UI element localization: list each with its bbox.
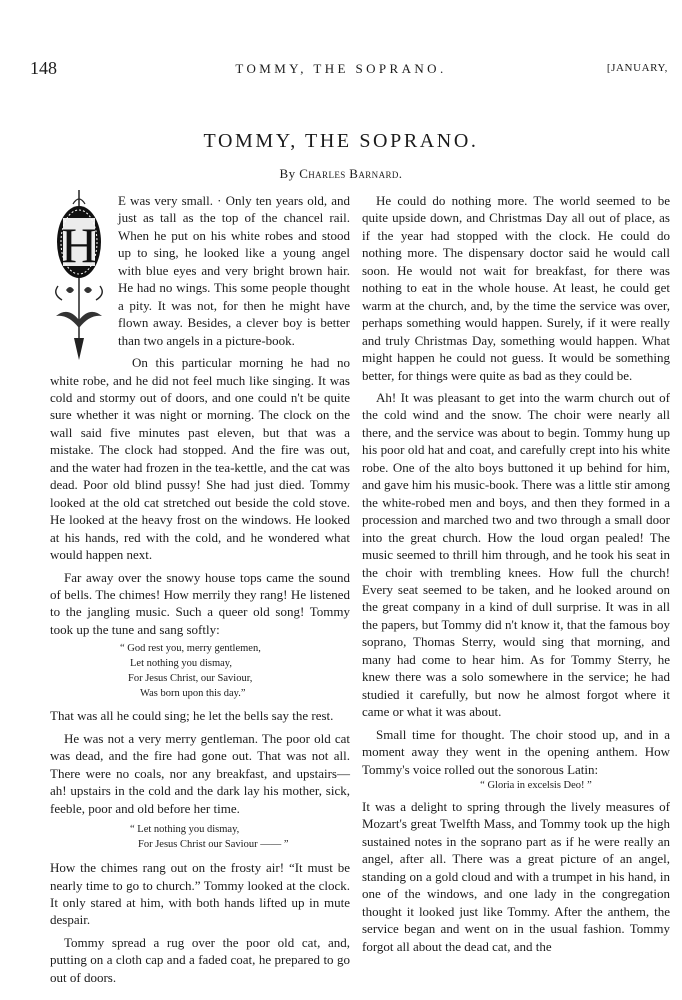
latin-verse: “ Gloria in excelsis Deo! ” — [480, 779, 592, 791]
running-header — [0, 58, 682, 82]
paragraph: Ah! It was pleasant to get into the warm church out of the cold wind and the snow. The choir were nearly all there, and the service was about to begin. Tommy hung up his poor old hat and coat, and carefully crept into his white robe. One of the alto boys buttoned it up behind for him, and gave him his music-book. There was a little stir among the white-robed men and boys, and then they formed in a procession and marched two and two through a small door into the great church. How the loud organ pealed! The music seemed to thrill him through, and he took his seat in the choir with trembling knees. How full the church! Every seat seemed to be taken, and he looked around on the great company in a kind of dull surprise. It was in all the papers, but Tommy did n't know it, that the famous boy soprano, Thomas Sterry, would sing that morning, and many had come to hear him. As for Tommy Sterry, he knew there was a solo somewhere in the service; he had studied it carefully, but now he almost forgot where it came or what it was about. — [362, 389, 670, 720]
paragraph: E was very small. · Only ten years old, and just as tall as the top of the chancel rail. When he put on his white robes and stood up to sing, he looked like a young angel with blue eyes and very bright brown hair. He had no wings. This some people thought a pity. It was not, for then he might have flown away. Besides, a clever boy is better than two angels in a picture-book. — [118, 193, 350, 348]
carol-verse — [50, 641, 350, 701]
paragraph: Small time for thought. The choir stood up, and in a moment away they went in the opening anthem. How Tommy's voice rolled out the sonorous Latin: — [362, 726, 670, 777]
paragraph: On this particular morning he had no white robe, and he did not feel much like singing. It was cold and stormy out of doors, and one could n't be quite sure whether it was night or morning. The clock on the wall said five minutes past eleven, but that was a mistake. The clock had stopped. And the fire was out, and the water had frozen in the tea-kettle, and the cat was dead. Poor old blind pussy! She had just died. Tommy looked at the old cat stretched out beside the cold stove. He looked at the heavy frost on the windows. He looked at his hands, red with the cold, and he wondered what would happen next. — [50, 355, 350, 563]
running-title: TOMMY, THE SOPRANO. — [235, 61, 447, 76]
right-column — [362, 192, 670, 960]
paragraph: How the chimes rang out on the frosty air! “It must be nearly time to go to church.” Tommy looked at the clock. It only stared at him, with both hands lifted up in mute despair. — [50, 860, 350, 928]
verse-line: For Jesus Christ our Saviour —— ” — [138, 839, 289, 851]
verse-line: For Jesus Christ, our Saviour, — [128, 673, 253, 685]
carol-verse-fragment — [50, 822, 350, 852]
paragraph: Tommy spread a rug over the poor old cat, and, putting on a cloth cap and a faded coat, he prepared to go out of doors. — [50, 934, 350, 985]
paragraph: He could do nothing more. The world seemed to be quite upside down, and Christmas Day all out of place, as if the year had stopped with the clock. He could do nothing more. The dispensary doctor said he would call soon. He would not wait for breakfast, for there was nothing to eat in the whole house. At least, he could get warm at the church, and, by the time the service was over, perhaps something would happen. Surely, if it were really and truly Christmas Day, something would happen. What might happen he could not guess. It would be something better, for things were quite as bad as they could be. — [362, 193, 670, 383]
verse-line: Was born upon this day.” — [140, 688, 246, 700]
article-title: TOMMY, THE SOPRANO. — [203, 130, 479, 152]
left-column — [50, 192, 350, 991]
drop-cap-ornament — [46, 188, 112, 364]
verse-line: “ God rest you, merry gentlemen, — [120, 643, 261, 655]
running-month: [JANUARY, — [606, 62, 668, 74]
paragraph: It was a delight to spring through the lively measures of Mozart's great Twelfth Mass, and Tommy took up the high sustained notes in the soprano part as if he were really an angel, after all. There was a great picture of an angel, standing on a gold cloud and with a trumpet in his hand, in one of the windows, and one lady in the congregation thought it looked just like Tommy. After the anthem, the service began and went on in the usual fashion. Tommy forgot all about the dead cat, and the — [362, 798, 670, 954]
verse-line: Let nothing you dismay, — [130, 658, 232, 670]
author-name: Charles Barnard. — [299, 166, 403, 181]
page-number: 148 — [30, 58, 57, 78]
paragraph: Far away over the snowy house tops came the sound of bells. The chimes! How merrily they rang! He listened to the jangling music. Such a queer old song! Tommy took up the tune and sang softly: — [50, 569, 350, 637]
drop-cap-letter: H — [60, 217, 98, 273]
verse-line: “ Let nothing you dismay, — [130, 824, 240, 836]
byline — [0, 166, 682, 182]
byline-prefix: By — [279, 166, 296, 181]
paragraph: He was not a very merry gentleman. The poor old cat was dead, and the fire had gone out. That was not all. There were no coals, nor any breakfast, and upstairs—ah! upstairs in the cold and the dark lay his mother, sick, feeble, poor and old before her time. — [50, 730, 350, 816]
paragraph: That was all he could sing; he let the bells say the rest. — [50, 708, 334, 724]
